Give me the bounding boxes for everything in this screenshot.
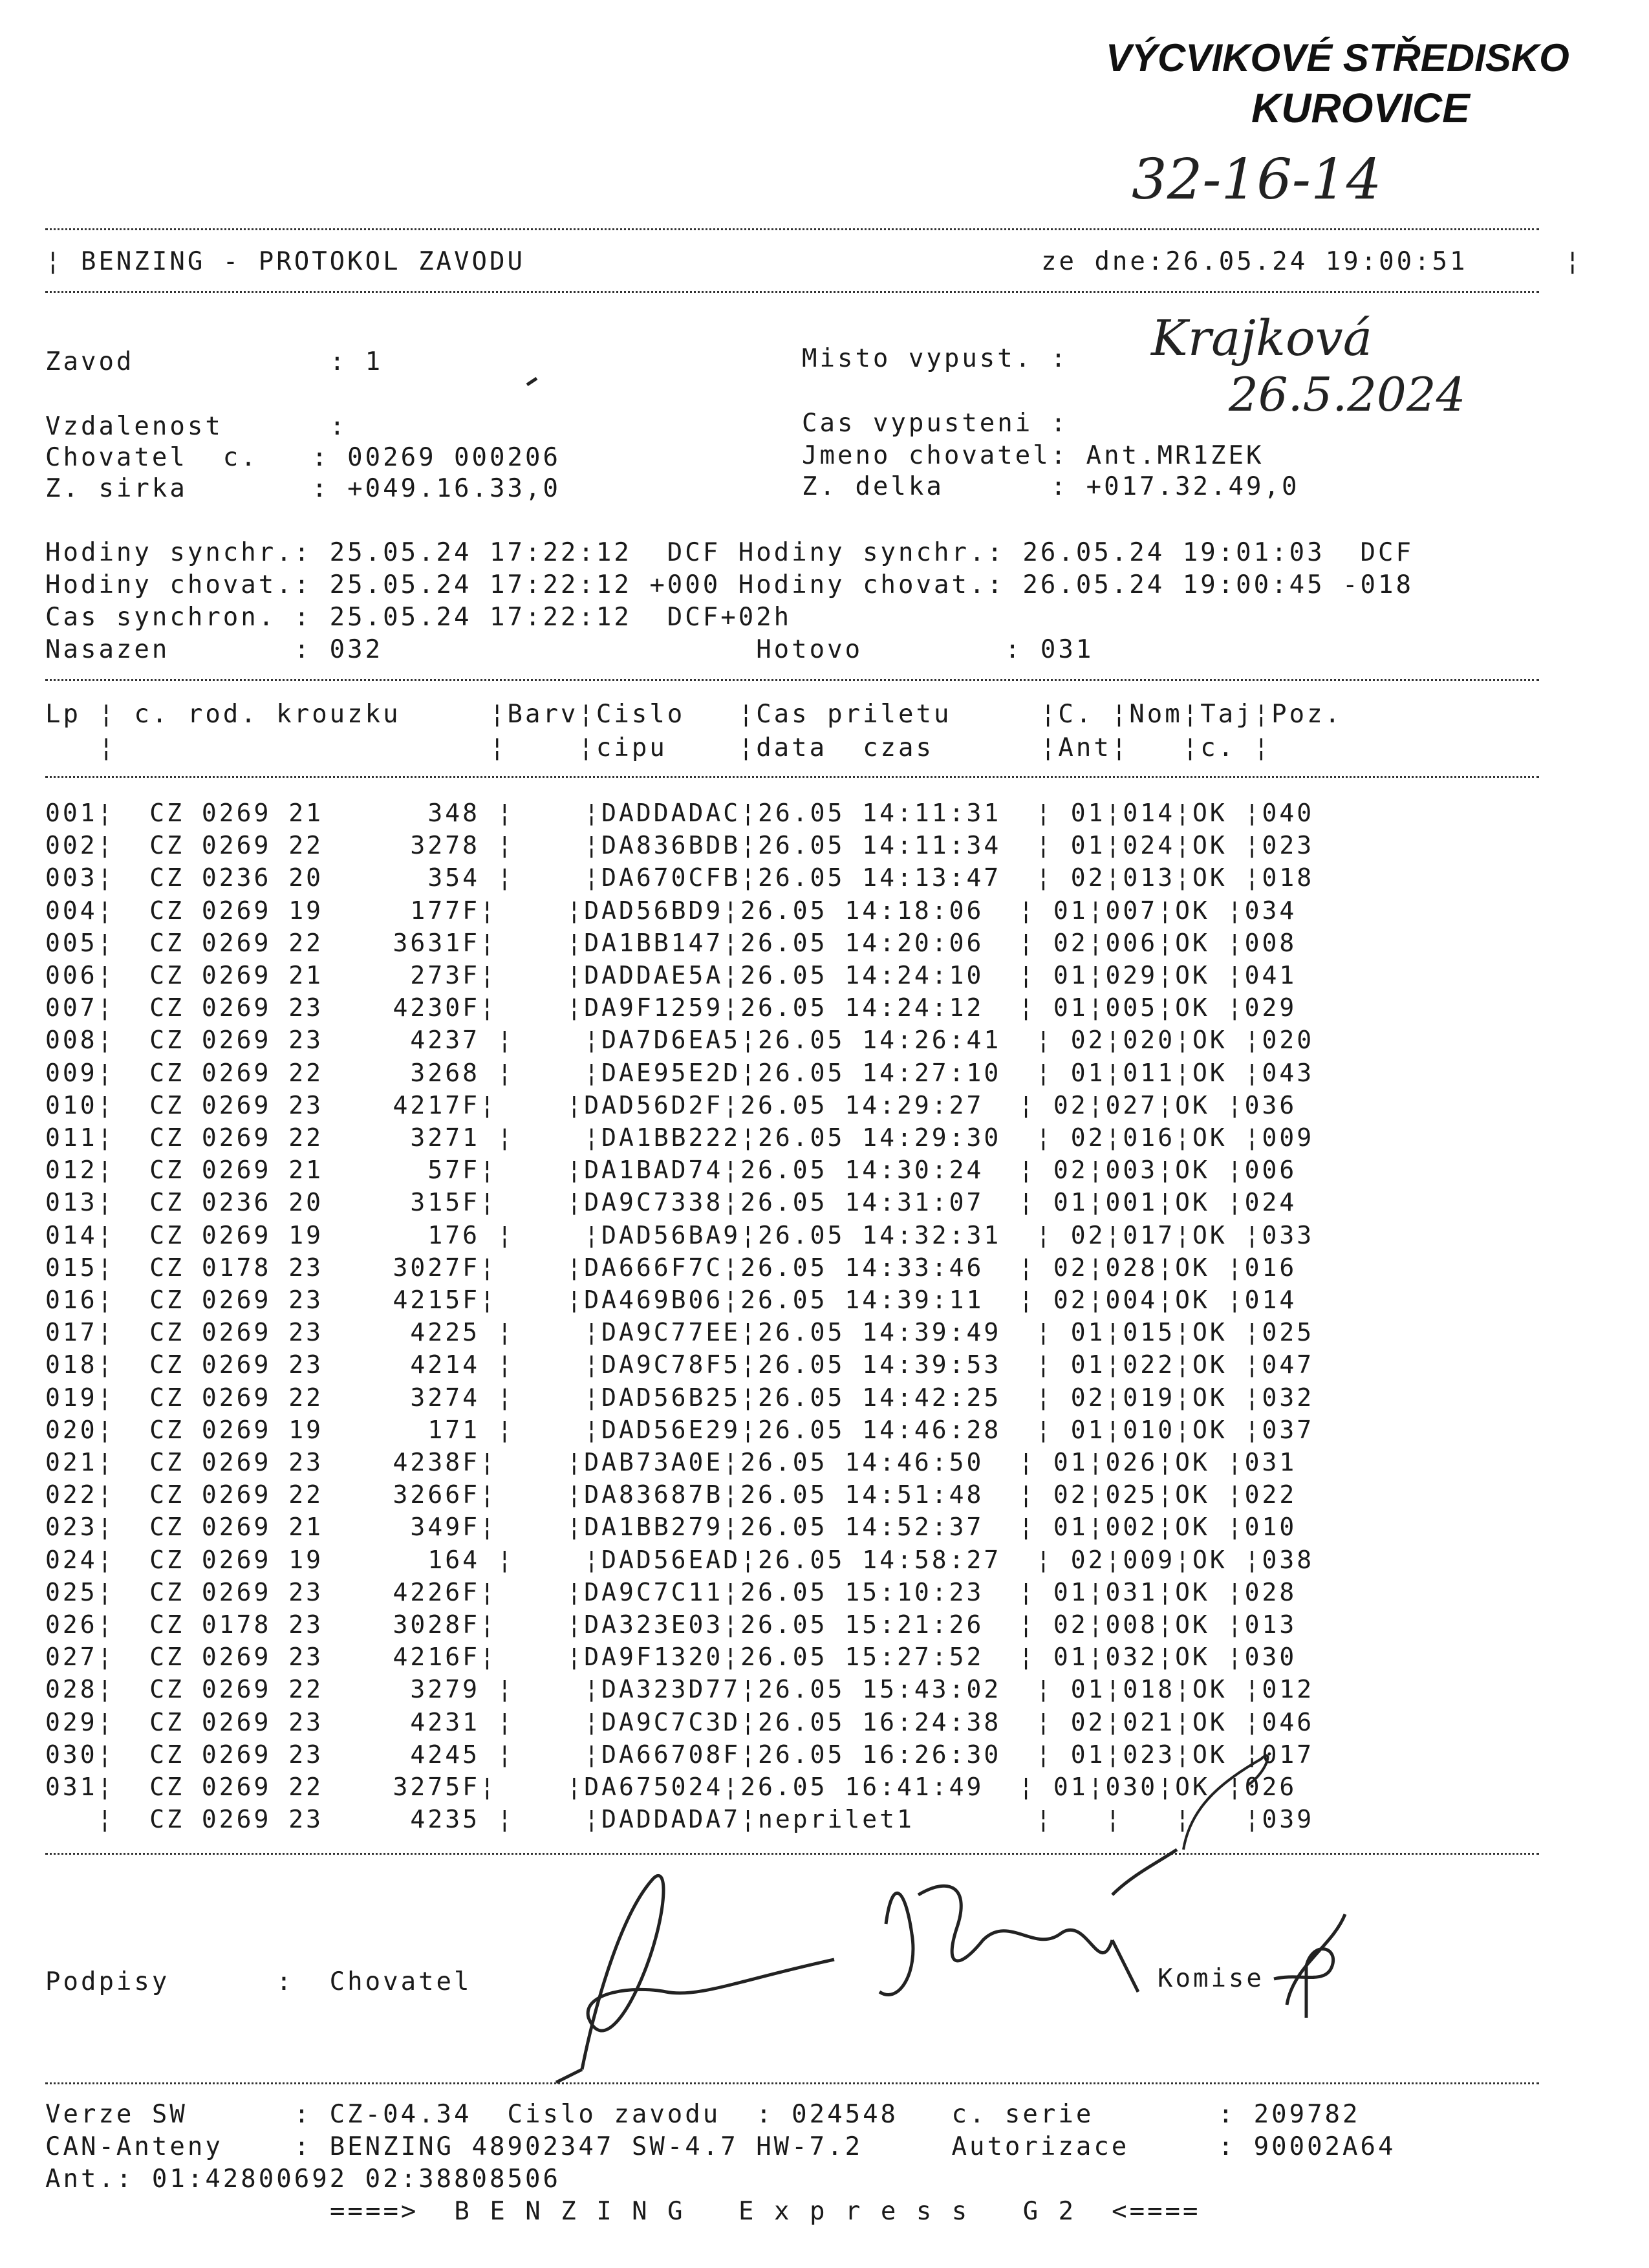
- table-row: 005¦ CZ 0269 22 3631F¦ ¦DA1BB147¦26.05 14:20:06 ¦ 02¦006¦OK ¦008: [45, 928, 1297, 957]
- table-row: 018¦ CZ 0269 23 4214 ¦ ¦DA9C78F5¦26.05 14:39:53 ¦ 01¦022¦OK ¦047: [45, 1350, 1315, 1379]
- table-row: 012¦ CZ 0269 21 57F¦ ¦DA1BAD74¦26.05 14:30:24 ¦ 02¦003¦OK ¦006: [45, 1156, 1297, 1185]
- table-row: 010¦ CZ 0269 23 4217F¦ ¦DAD56D2F¦26.05 14:29:27 ¦ 02¦027¦OK ¦036: [45, 1090, 1297, 1119]
- signatures-label: Podpisy : Chovatel: [45, 1967, 472, 1996]
- table-row: 029¦ CZ 0269 23 4231 ¦ ¦DA9C7C3D¦26.05 16:24:38 ¦ 02¦021¦OK ¦046: [45, 1707, 1315, 1736]
- commission-label: Komise: [1158, 1964, 1264, 1993]
- clock-synchron-line: Cas synchron. : 25.05.24 17:22:12 DCF+02h: [45, 603, 792, 632]
- pen-stroke: [1183, 1756, 1267, 1850]
- table-row: 026¦ CZ 0178 23 3028F¦ ¦DA323E03¦26.05 15:21:26 ¦ 02¦008¦OK ¦013: [45, 1610, 1297, 1639]
- stamp-line-2: KUROVICE: [1251, 85, 1470, 131]
- race-number: Zavod : 1: [45, 347, 383, 376]
- commission-signature: [879, 1850, 1177, 1994]
- clock-sync-line: Hodiny synchr.: 25.05.24 17:22:12 DCF Hodiny synchr.: 26.05.24 19:01:03 DCF: [45, 538, 1414, 567]
- clock-breeder-line: Hodiny chovat.: 25.05.24 17:22:12 +000 Hodiny chovat.: 26.05.24 19:00:45 -018: [45, 570, 1414, 599]
- commission-initials: [1274, 1914, 1345, 2018]
- table-row: 017¦ CZ 0269 23 4225 ¦ ¦DA9C77EE¦26.05 14:39:49 ¦ 01¦015¦OK ¦025: [45, 1318, 1315, 1347]
- column-header-row-2: ¦ ¦ ¦cipu ¦data czas ¦Ant¦ ¦c. ¦: [45, 733, 1272, 762]
- software-line: Verze SW : CZ-04.34 Cislo zavodu : 024548 c. serie : 209782: [45, 2100, 1361, 2129]
- breeder-name: Jmeno chovatel: Ant.MR1ZEK: [802, 441, 1264, 470]
- table-row: 006¦ CZ 0269 21 273F¦ ¦DADDAE5A¦26.05 14:24:10 ¦ 01¦029¦OK ¦041: [45, 961, 1297, 989]
- table-row: 002¦ CZ 0269 22 3278 ¦ ¦DA836BDB¦26.05 14:11:34 ¦ 01¦024¦OK ¦023: [45, 831, 1315, 860]
- report-date: ze dne:26.05.24 19:00:51: [1041, 247, 1468, 276]
- table-row: 021¦ CZ 0269 23 4238F¦ ¦DAB73A0E¦26.05 14:46:50 ¦ 01¦026¦OK ¦031: [45, 1448, 1297, 1476]
- table-row: 023¦ CZ 0269 21 349F¦ ¦DA1BB279¦26.05 14:52:37 ¦ 01¦002¦OK ¦010: [45, 1513, 1297, 1542]
- table-row: 022¦ CZ 0269 22 3266F¦ ¦DA83687B¦26.05 14:51:48 ¦ 02¦025¦OK ¦022: [45, 1480, 1297, 1509]
- table-row: 028¦ CZ 0269 22 3279 ¦ ¦DA323D77¦26.05 15:43:02 ¦ 01¦018¦OK ¦012: [45, 1675, 1315, 1704]
- report-title-end: ¦: [1565, 247, 1583, 276]
- antenna-line: CAN-Anteny : BENZING 48902347 SW-4.7 HW-7.2 Autorizace : 90002A64: [45, 2132, 1396, 2161]
- table-row: 008¦ CZ 0269 23 4237 ¦ ¦DA7D6EA5¦26.05 14:26:41 ¦ 02¦020¦OK ¦020: [45, 1026, 1315, 1055]
- table-row: 024¦ CZ 0269 19 164 ¦ ¦DAD56EAD¦26.05 14:58:27 ¦ 02¦009¦OK ¦038: [45, 1545, 1315, 1574]
- handwritten-ring-number: 32-16-14: [1132, 147, 1382, 212]
- handwritten-date: 26.5.2024: [1229, 367, 1466, 422]
- table-row: 025¦ CZ 0269 23 4226F¦ ¦DA9C7C11¦26.05 15:10:23 ¦ 01¦031¦OK ¦028: [45, 1577, 1297, 1606]
- distance: Vzdalenost :: [45, 412, 348, 441]
- antenna-numbers: Ant.: 01:42800692 02:38808506: [45, 2165, 561, 2194]
- report-title: ¦ BENZING - PROTOKOL ZAVODU: [45, 247, 525, 276]
- table-row: 019¦ CZ 0269 22 3274 ¦ ¦DAD56B25¦26.05 14:42:25 ¦ 02¦019¦OK ¦032: [45, 1383, 1315, 1412]
- table-row: 001¦ CZ 0269 21 348 ¦ ¦DADDADAC¦26.05 14:11:31 ¦ 01¦014¦OK ¦040: [45, 799, 1315, 827]
- column-header-row-1: Lp ¦ c. rod. krouzku ¦Barv¦Cislo ¦Cas priletu ¦C. ¦Nom¦Taj¦Poz.: [45, 700, 1343, 729]
- table-row: 027¦ CZ 0269 23 4216F¦ ¦DA9F1320¦26.05 15:27:52 ¦ 01¦032¦OK ¦030: [45, 1643, 1297, 1672]
- release-place-label: Misto vypust. :: [802, 344, 1069, 373]
- table-row: 031¦ CZ 0269 22 3275F¦ ¦DA675024¦26.05 16:41:49 ¦ 01¦030¦OK ¦026: [45, 1773, 1297, 1801]
- benzing-banner: ====> B E N Z I N G E x p r e s s G 2 <====: [330, 2197, 1201, 2226]
- rule-footer: [45, 2082, 1539, 2084]
- longitude: Z. delka : +017.32.49,0: [802, 472, 1300, 501]
- table-row: 013¦ CZ 0236 20 315F¦ ¦DA9C7338¦26.05 14:31:07 ¦ 01¦001¦OK ¦024: [45, 1188, 1297, 1217]
- table-row: 004¦ CZ 0269 19 177F¦ ¦DAD56BD9¦26.05 14:18:06 ¦ 01¦007¦OK ¦034: [45, 896, 1297, 925]
- stamp-line-1: VÝCVIKOVÉ STŘEDISKO: [1106, 36, 1569, 80]
- table-row: ¦ CZ 0269 23 4235 ¦ ¦DADDADA7¦neprilet1 ¦ ¦ ¦ ¦039: [45, 1805, 1315, 1834]
- table-row: 030¦ CZ 0269 23 4245 ¦ ¦DA66708F¦26.05 16:26:30 ¦ 01¦023¦OK ¦017: [45, 1740, 1315, 1769]
- latitude: Z. sirka : +049.16.33,0: [45, 474, 561, 503]
- breeder-signature: [556, 1875, 834, 2082]
- handwritten-place: Krajková: [1151, 309, 1373, 367]
- table-row: 007¦ CZ 0269 23 4230F¦ ¦DA9F1259¦26.05 14:24:12 ¦ 01¦005¦OK ¦029: [45, 993, 1297, 1022]
- table-row: 014¦ CZ 0269 19 176 ¦ ¦DAD56BA9¦26.05 14:32:31 ¦ 02¦017¦OK ¦033: [45, 1220, 1315, 1249]
- table-row: 020¦ CZ 0269 19 171 ¦ ¦DAD56E29¦26.05 14:46:28 ¦ 01¦010¦OK ¦037: [45, 1415, 1315, 1444]
- table-row: 015¦ CZ 0178 23 3027F¦ ¦DA666F7C¦26.05 14:33:46 ¦ 02¦028¦OK ¦016: [45, 1253, 1297, 1282]
- release-time-label: Cas vypusteni :: [802, 409, 1069, 438]
- table-row: 016¦ CZ 0269 23 4215F¦ ¦DA469B06¦26.05 14:39:11 ¦ 02¦004¦OK ¦014: [45, 1286, 1297, 1314]
- breeder-number: Chovatel c. : 00269 000206: [45, 443, 561, 472]
- table-row: 009¦ CZ 0269 22 3268 ¦ ¦DAE95E2D¦26.05 14:27:10 ¦ 01¦011¦OK ¦043: [45, 1058, 1315, 1087]
- table-row: 011¦ CZ 0269 22 3271 ¦ ¦DA1BB222¦26.05 14:29:30 ¦ 02¦016¦OK ¦009: [45, 1123, 1315, 1152]
- basketed-finished-line: Nasazen : 032 Hotovo : 031: [45, 635, 1094, 664]
- table-row: 003¦ CZ 0236 20 354 ¦ ¦DA670CFB¦26.05 14:13:47 ¦ 02¦013¦OK ¦018: [45, 863, 1315, 892]
